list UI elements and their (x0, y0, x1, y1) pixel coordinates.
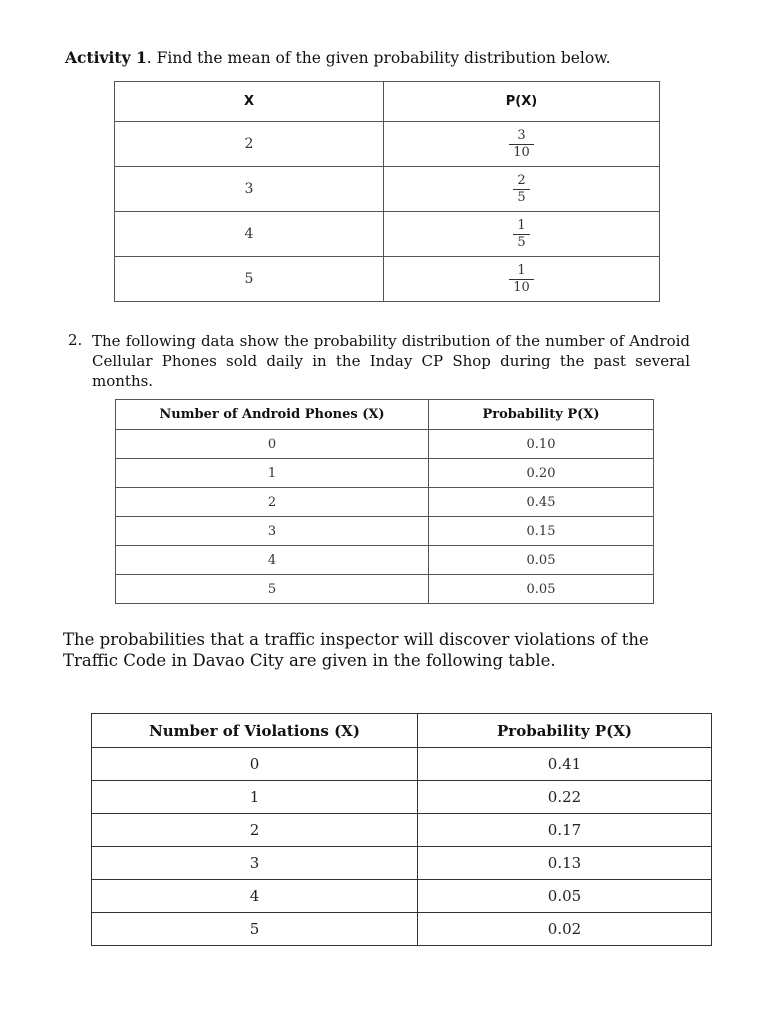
px-cell (384, 212, 660, 257)
table-header-row (115, 82, 660, 122)
table-row (115, 212, 660, 257)
x-value: 0 (92, 748, 418, 781)
activity-instruction: . Find the mean of the given probability distribution below. (146, 49, 611, 67)
table-row (116, 517, 654, 546)
probability-value: 0.05 (429, 546, 654, 575)
android-phones-table (115, 399, 654, 604)
table-row (116, 575, 654, 604)
numerator: 2 (517, 172, 526, 188)
probability-value: 0.17 (418, 814, 712, 847)
fraction (509, 129, 534, 159)
table-row (115, 122, 660, 167)
table-header-row (92, 714, 712, 748)
x-value: 1 (92, 781, 418, 814)
problem-2-text: The following data show the probability distribution of the number of Android Cellular Phones sold daily in the Inday CP Shop during the past several months. (92, 332, 690, 390)
table-row (116, 546, 654, 575)
table-row (92, 913, 712, 946)
x-value: 3 (92, 847, 418, 880)
fraction (509, 264, 534, 294)
probability-value: 0.02 (418, 913, 712, 946)
table-row (92, 814, 712, 847)
problem-3-text: The probabilities that a traffic inspector will discover violations of the Traffic Code in Davao City are given in the following table. (63, 630, 649, 670)
probability-value: 0.41 (418, 748, 712, 781)
x-value: 1 (116, 459, 429, 488)
denominator: 5 (513, 234, 529, 249)
x-value: 0 (116, 430, 429, 459)
probability-value: 0.05 (429, 575, 654, 604)
x-value: 3 (116, 517, 429, 546)
table-row (115, 257, 660, 302)
x-value: 5 (116, 575, 429, 604)
column-header-x: X (115, 82, 384, 122)
x-value: 4 (115, 212, 384, 257)
activity-label: Activity 1 (65, 48, 147, 67)
fraction (513, 174, 529, 204)
table-row (116, 488, 654, 517)
table-row (92, 748, 712, 781)
px-cell (384, 122, 660, 167)
fraction (513, 219, 529, 249)
probability-value: 0.05 (418, 880, 712, 913)
x-value: 2 (115, 122, 384, 167)
problem-2-number: 2. (68, 331, 83, 349)
numerator: 3 (517, 127, 526, 143)
x-value: 2 (92, 814, 418, 847)
numerator: 1 (517, 217, 526, 233)
column-header-probability: Probability P(X) (429, 400, 654, 430)
denominator: 10 (509, 279, 534, 294)
x-value: 4 (92, 880, 418, 913)
table-row (115, 167, 660, 212)
px-cell (384, 167, 660, 212)
probability-value: 0.13 (418, 847, 712, 880)
probability-value: 0.20 (429, 459, 654, 488)
probability-value: 0.15 (429, 517, 654, 546)
x-value: 2 (116, 488, 429, 517)
table-row (116, 459, 654, 488)
px-cell (384, 257, 660, 302)
denominator: 5 (513, 189, 529, 204)
column-header-phones: Number of Android Phones (X) (116, 400, 429, 430)
table-row (116, 430, 654, 459)
column-header-violations: Number of Violations (X) (92, 714, 418, 748)
table-row (92, 781, 712, 814)
denominator: 10 (509, 144, 534, 159)
probability-table-1 (114, 81, 660, 302)
column-header-px: P(X) (384, 82, 660, 122)
violations-table (91, 713, 712, 946)
table-row (92, 847, 712, 880)
activity-heading (65, 48, 611, 67)
numerator: 1 (517, 262, 526, 278)
probability-value: 0.45 (429, 488, 654, 517)
probability-value: 0.22 (418, 781, 712, 814)
column-header-probability: Probability P(X) (418, 714, 712, 748)
x-value: 4 (116, 546, 429, 575)
x-value: 5 (115, 257, 384, 302)
x-value: 5 (92, 913, 418, 946)
x-value: 3 (115, 167, 384, 212)
table-row (92, 880, 712, 913)
probability-value: 0.10 (429, 430, 654, 459)
table-header-row (116, 400, 654, 430)
